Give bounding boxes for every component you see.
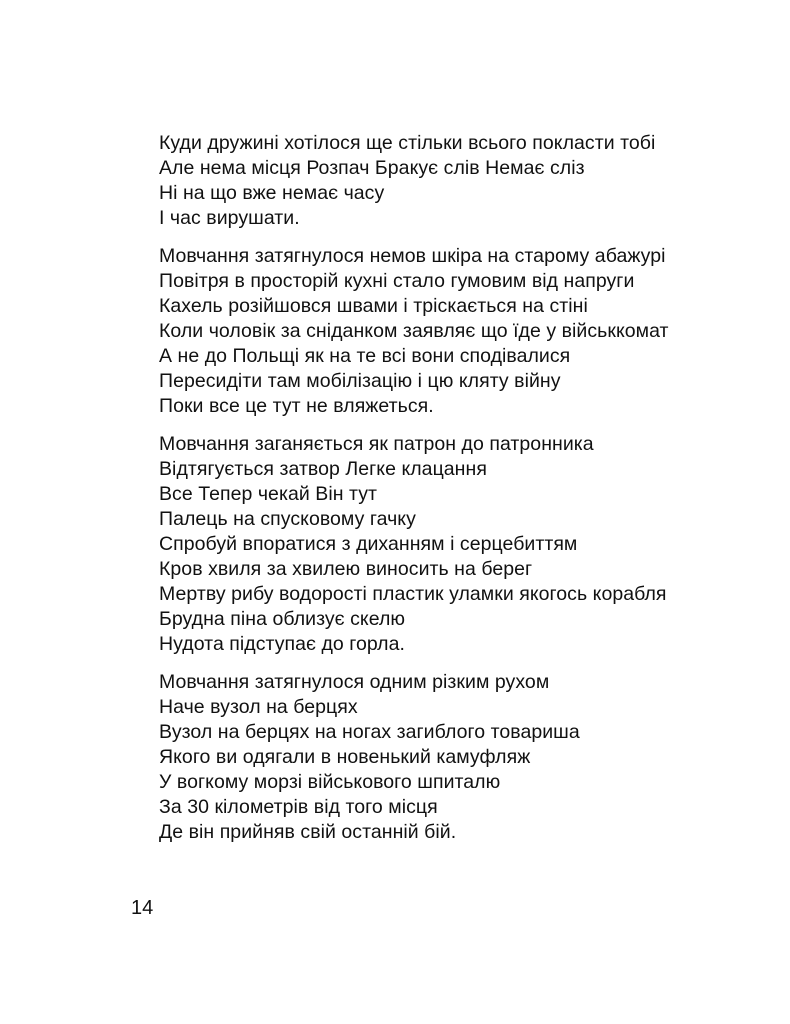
poem-line: І час вирушати. [159,207,300,229]
poem-line: Але нема місця Розпач Бракує слів Немає сліз [159,157,585,179]
poem-line: Вузол на берцях на ногах загиблого товариша [159,721,580,743]
poem-line: Ні на що вже немає часу [159,182,385,204]
poem-line: У вогкому морзі військового шпиталю [159,771,501,793]
poem-line: Поки все це тут не вляжеться. [159,395,434,417]
poem-line: Куди дружині хотілося ще стільки всього покласти тобі [159,132,656,154]
poem-line: Де він прийняв свій останній бій. [159,821,457,843]
page-number: 14 [131,897,154,919]
poem-line: Кахель розійшовся швами і тріскається на стіні [159,295,588,317]
poem-line: Мовчання затягнулося немов шкіра на старому абажурі [159,245,666,267]
poem-line: Палець на спусковому гачку [159,508,416,530]
stanza-1 [159,131,759,231]
poem-line: Відтягується затвор Легке клацання [159,458,487,480]
poem-text [159,131,759,845]
poem-line: За 30 кілометрів від того місця [159,796,438,818]
stanza-2 [159,244,759,419]
poem-line: Наче вузол на берцях [159,696,358,718]
poem-line: Спробуй впоратися з диханням і серцебиттям [159,533,578,555]
poem-line: Нудота підступає до горла. [159,633,405,655]
stanza-3 [159,432,759,657]
poem-line: Мертву рибу водорості пластик уламки якогось корабля [159,583,667,605]
poem-line: Брудна піна облизує скелю [159,608,406,630]
poem-line: Мовчання затягнулося одним різким рухом [159,671,550,693]
poem-line: Кров хвиля за хвилею виносить на берег [159,558,533,580]
stanza-4 [159,670,759,845]
poem-line: Пересидіти там мобілізацію і цю кляту війну [159,370,561,392]
poem-line: Коли чоловік за сніданком заявляє що їде у військкомат [159,320,669,342]
poem-line: Мовчання заганяється як патрон до патронника [159,433,594,455]
poem-line: Повітря в просторій кухні стало гумовим від напруги [159,270,635,292]
poem-line: А не до Польщі як на те всі вони сподівалися [159,345,571,367]
poem-line: Все Тепер чекай Він тут [159,483,377,505]
poem-line: Якого ви одягали в новенький камуфляж [159,746,531,768]
